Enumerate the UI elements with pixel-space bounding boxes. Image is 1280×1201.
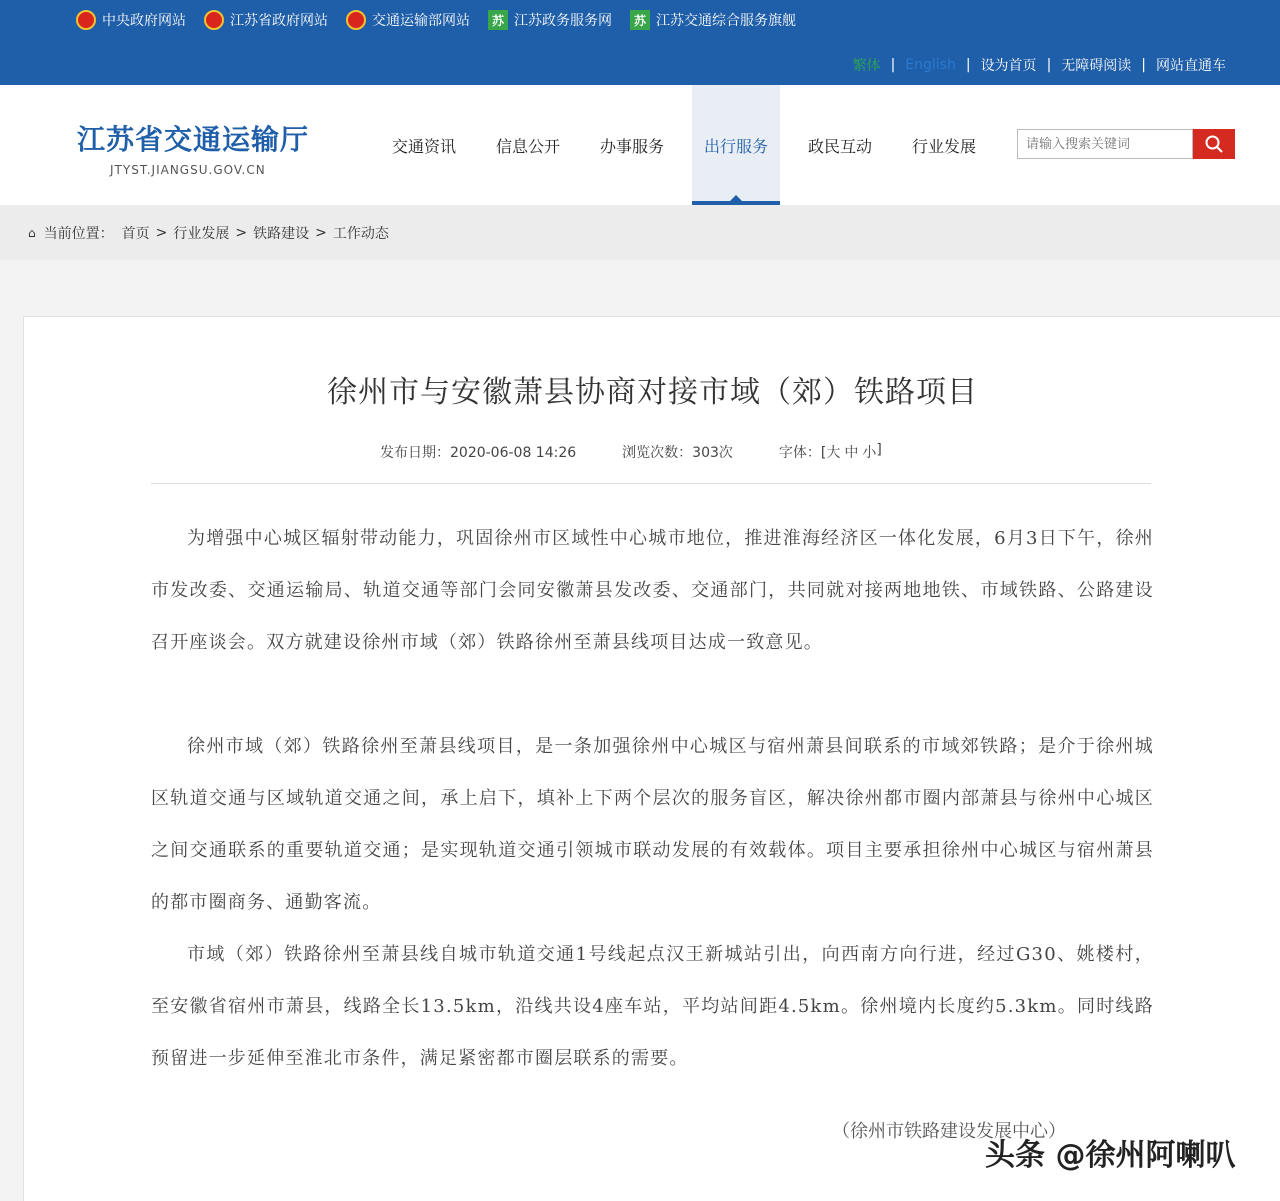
breadcrumb-home[interactable]: 首页 [121, 225, 150, 242]
nav-item-news[interactable]: 交通资讯 [391, 136, 456, 156]
article-paragraph-3: 市域（郊）铁路徐州至萧县线自城市轨道交通1号线起点汉王新城站引出，向西南方向行进，经过G30、姚楼村，至安徽省宿州市萧县，线路全长13.5km，沿线共设4座车站，平均站间距4.5km。徐州境内长度约5.3km。同时线路预留进一步延伸至淮北市条件，满足紧密都市圈层联系的需要。 [151, 944, 1154, 1069]
font-size-label: 字体：[ [778, 445, 827, 461]
utility-english[interactable]: English [905, 57, 956, 73]
nav-item-industry[interactable]: 行业发展 [911, 136, 976, 156]
divider [151, 483, 1151, 484]
nav-item-travel-services[interactable]: 出行服务 [692, 85, 780, 205]
top-link-label: 江苏政务服务网 [514, 13, 612, 29]
search-input[interactable] [1017, 129, 1193, 159]
accessible-reading-link[interactable]: 无障碍阅读 [1061, 58, 1132, 74]
top-link-label: 中央政府网站 [102, 13, 186, 29]
national-emblem-icon [204, 10, 224, 30]
nav-item-interaction[interactable]: 政民互动 [807, 136, 872, 156]
nav-item-info-disclosure[interactable]: 信息公开 [495, 136, 560, 156]
utility-links [853, 55, 1226, 75]
font-size-small[interactable]: 小 [862, 445, 877, 461]
site-domain: JTYST.JIANGSU.GOV.CN [110, 163, 266, 177]
top-link-central-gov[interactable] [76, 10, 186, 30]
font-size-medium[interactable]: 中 [844, 445, 859, 461]
jiangsu-service-icon: 苏 [630, 10, 650, 30]
separator: | [1046, 57, 1052, 73]
top-link-label: 江苏省政府网站 [230, 13, 328, 29]
font-size-large[interactable]: 大 [826, 445, 841, 461]
top-link-mot[interactable] [346, 10, 470, 30]
breadcrumb [0, 205, 1280, 260]
breadcrumb-arrow: > [315, 224, 327, 241]
top-link-label: 江苏交通综合服务旗舰 [656, 13, 796, 29]
top-link-jiangsu-transport-flagship[interactable] [630, 10, 796, 30]
top-link-jiangsu-gov[interactable] [204, 10, 328, 30]
utility-traditional-chinese[interactable]: 繁体 [852, 58, 881, 74]
watermark: 头条 @徐州阿喇叭 [985, 1138, 1236, 1173]
site-title[interactable]: 江苏省交通运输厅 [77, 123, 310, 156]
breadcrumb-industry[interactable]: 行业发展 [173, 225, 230, 242]
jiangsu-service-icon: 苏 [488, 10, 508, 30]
article-paragraph-1: 为增强中心城区辐射带动能力，巩固徐州市区域性中心城市地位，推进淮海经济区一体化发展，6月3日下午，徐州市发改委、交通运输局、轨道交通等部门会同安徽萧县发改委、交通部门，共同就对接两地地铁、市域铁路、公路建设召开座谈会。双方就建设徐州市域（郊）铁路徐州至萧县线项目达成一致意见。 [151, 528, 1154, 653]
separator: | [1141, 57, 1146, 73]
national-emblem-icon [76, 10, 96, 30]
breadcrumb-arrow: > [155, 224, 168, 241]
breadcrumb-railway[interactable]: 铁路建设 [253, 225, 310, 242]
national-emblem-icon [346, 10, 366, 30]
article-title: 徐州市与安徽萧县协商对接市域（郊）铁路项目 [327, 375, 978, 410]
breadcrumb-label: 当前位置： [43, 225, 114, 242]
top-links [76, 10, 796, 30]
breadcrumb-work-news[interactable]: 工作动态 [332, 225, 389, 242]
search-icon [1204, 134, 1224, 154]
home-icon: ⌂ [28, 225, 36, 240]
site-direct-link[interactable]: 网站直通车 [1156, 58, 1226, 74]
article-source: （徐州市铁路建设发展中心） [832, 1121, 1066, 1142]
search-button[interactable] [1193, 129, 1235, 159]
top-bar [0, 0, 1280, 85]
article-paragraph-2: 徐州市域（郊）铁路徐州至萧县线项目，是一条加强徐州中心城区与宿州萧县间联系的市域郊铁路；是介于徐州城区轨道交通与区域轨道交通之间，承上启下，填补上下两个层次的服务盲区，解决徐州都市圈内部萧县与徐州中心城区之间交通联系的重要轨道交通；是实现轨道交通引领城市联动发展的有效载体。项目主要承担徐州中心城区与宿州萧县的都市圈商务、通勤客流。 [151, 736, 1154, 913]
publish-date: 发布日期：2020-06-08 14:26 [380, 445, 577, 461]
search-box [1017, 129, 1235, 159]
separator: | [890, 57, 896, 73]
article-panel [23, 316, 1280, 1201]
top-link-jiangsu-service[interactable] [488, 10, 612, 30]
view-count: 浏览次数：303次 [622, 445, 733, 461]
set-homepage-link[interactable]: 设为首页 [980, 58, 1037, 74]
main-nav [372, 85, 996, 205]
article-meta [380, 442, 882, 462]
font-size-bracket: ] [876, 442, 882, 458]
nav-item-services[interactable]: 办事服务 [599, 136, 664, 156]
separator: | [965, 57, 971, 73]
top-link-label: 交通运输部网站 [372, 13, 470, 29]
breadcrumb-arrow: > [235, 224, 248, 241]
